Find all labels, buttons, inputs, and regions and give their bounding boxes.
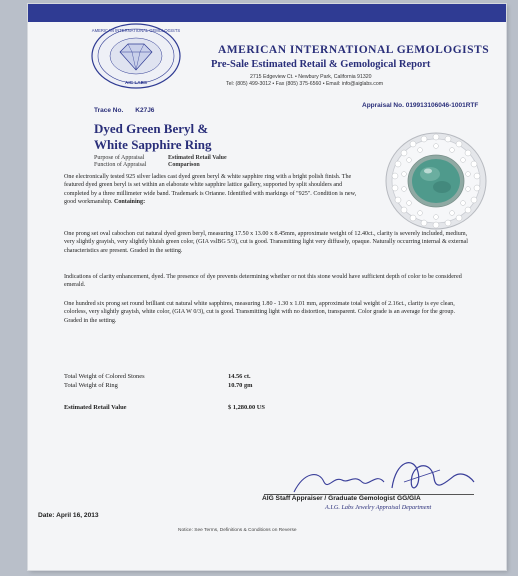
total-ring-weight-row xyxy=(64,382,253,389)
item-title-line2: White Sapphire Ring xyxy=(94,137,212,152)
clarity-enhancement-paragraph: Indications of clarity enhancement, dyed. The presence of dye prevents determining whether or not this stone would have sufficient depth of color to be considered emerald. xyxy=(64,274,462,289)
function-value: Comparison xyxy=(168,162,200,168)
total-colored-value: 14.56 ct. xyxy=(228,373,251,380)
function-row xyxy=(94,162,200,168)
org-name: AMERICAN INTERNATIONAL GEMOLOGISTS xyxy=(218,44,490,56)
purpose-label: Purpose of Appraisal xyxy=(94,155,145,161)
purpose-row xyxy=(94,155,227,161)
trace-label: Trace No. xyxy=(94,107,124,114)
description-paragraph xyxy=(64,173,364,207)
signature-title: AIG Staff Appraiser / Graduate Gemologist GG/GIA xyxy=(262,495,421,502)
retail-value: $ 1,280.00 US xyxy=(228,404,265,411)
ring-photo xyxy=(382,129,490,233)
appraisal-document xyxy=(28,4,506,570)
seal-bottom-text: AIG LABS xyxy=(125,80,147,85)
org-contact: Tel: (805) 499-3012 • Fax (805) 375-6560 • Email: info@aiglabs.com xyxy=(226,81,384,87)
purpose-value: Estimated Retail Value xyxy=(168,155,227,161)
containing-label: Containing: xyxy=(113,199,146,206)
retail-label: Estimated Retail Value xyxy=(64,404,127,411)
sapphires-paragraph: One hundred six prong set round brilliant cut natural white sapphires, measuring 1.80 - 1.30 x 1.01 mm, approximate total weight of 2.16ct., clarity is eye clean, colorless, very slightly grayish, white color, (GIA W 0/3), cut is good. Transmitting light with no distortion, transparent. Color grade is an average for the group. Graded in the setting. xyxy=(64,301,455,324)
seal-ring-text: AMERICAN INTERNATIONAL GEMOLOGISTS xyxy=(91,28,181,33)
green-beryl-paragraph: One prong set oval cabochon cut natural dyed green beryl, measuring 17.50 x 13.00 x 8.45mm, approximate weight of 12.40ct., clarity is severely included, medium, very slightly grayish, very slightly bluish green color, (GIA vslBG 5/3), cut is good. Transmitting light very diffusely, opaque. Naturally occurring internal & external characteristics are present. Graded in the setting. xyxy=(64,231,468,254)
signature-department: A.I.G. Labs Jewelry Appraisal Department xyxy=(325,504,432,511)
item-title-line1: Dyed Green Beryl & xyxy=(94,121,209,136)
top-blue-band xyxy=(28,4,506,22)
function-label: Function of Appraisal xyxy=(94,162,147,168)
total-colored-label: Total Weight of Colored Stones xyxy=(64,373,145,380)
appraisal-number: Appraisal No. 019913106046-1001RTF xyxy=(362,102,479,109)
total-ring-label: Total Weight of Ring xyxy=(64,382,118,389)
trace-value: K27J6 xyxy=(135,107,155,114)
terms-notice: Notice: See Terms, Definitions & Conditions on Reverse xyxy=(178,528,297,533)
description-text: One electronically tested 925 silver ladies cast dyed green beryl & white sapphire ring with a bright polish finish. The featured dyed green beryl is set within an elaborate white sapphire lattice gallery, supported by split shoulders and completed by a three millimeter wide band. Trademark is Orianne. Identified with markings of "925". Condition is new, good workmanship. xyxy=(64,174,357,206)
trace-number xyxy=(94,107,154,114)
report-subtitle: Pre-Sale Estimated Retail & Gemological Report xyxy=(211,59,431,70)
report-date: Date: April 16, 2013 xyxy=(38,512,99,519)
org-address: 2715 Edgeview Ct. • Newbury Park, California 91320 xyxy=(250,74,372,80)
total-colored-stones-row xyxy=(64,373,251,380)
aig-seal-logo xyxy=(90,22,182,90)
total-ring-value: 10.70 gm xyxy=(228,382,253,389)
estimated-retail-row xyxy=(64,404,265,411)
